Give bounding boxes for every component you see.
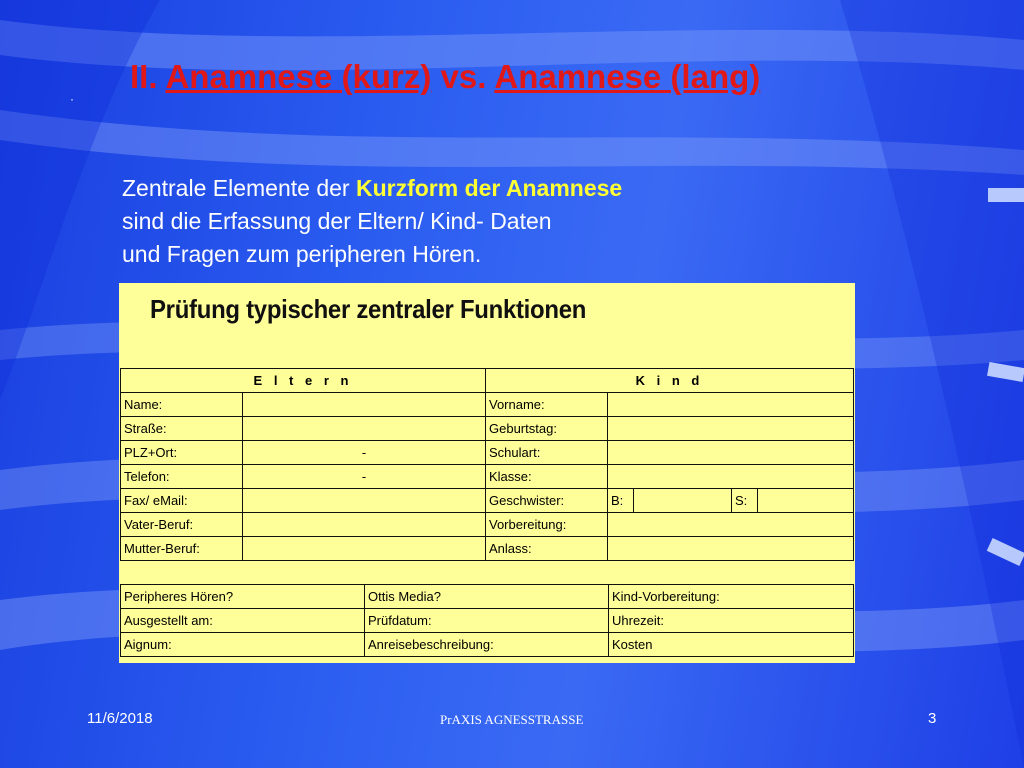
row-value[interactable] [243,417,486,441]
cell-directions[interactable]: Anreisebeschreibung: [365,633,609,657]
row-label: Straße: [121,417,243,441]
row-label: Fax/ eMail: [121,489,243,513]
slide-number: 3 [928,710,937,727]
intro-text [122,172,622,271]
cell-test-date[interactable]: Prüfdatum: [365,609,609,633]
cell-time[interactable]: Uhrezeit: [609,609,854,633]
row-value[interactable]: - [243,465,486,489]
table-row [121,393,854,417]
row-value[interactable] [608,393,854,417]
title-part-long: Anamnese (lang) [494,58,761,95]
row-value[interactable] [608,441,854,465]
intro-line-2: sind die Erfassung der Eltern/ Kind- Daten [122,208,552,234]
row-value[interactable] [243,513,486,537]
row-value[interactable] [608,465,854,489]
intro-highlight: Kurzform der Anamnese [355,175,623,201]
intro-line-1-text: Zentrale Elemente der [122,175,356,201]
row-label: Vorname: [486,393,608,417]
table-header-row [121,369,854,393]
row-label: PLZ+Ort: [121,441,243,465]
panel-title: Prüfung typischer zentraler Funktionen [150,294,587,324]
row-value[interactable] [243,489,486,513]
footer-practice-name: PrAXIS AGNESSTRASSE [440,712,584,727]
row-value[interactable] [243,393,486,417]
row-label: Name: [121,393,243,417]
bullet-dot: · [70,92,74,106]
siblings-s-field[interactable] [758,489,853,512]
table-row [121,513,854,537]
table-row [121,537,854,561]
cell-child-preparation[interactable]: Kind-Vorbereitung: [609,585,854,609]
cell-otitis-media[interactable]: Ottis Media? [365,585,609,609]
row-value[interactable] [608,417,854,441]
table-row [121,609,854,633]
intro-line-3: und Fragen zum peripheren Hören. [122,241,482,267]
cell-aignum[interactable]: Aignum: [121,633,365,657]
table-row [121,465,854,489]
siblings-cell [608,489,854,513]
row-label: Geburtstag: [486,417,608,441]
title-prefix: II. [130,58,166,95]
row-value[interactable] [608,513,854,537]
header-child: K i n d [486,369,854,393]
footer-date: 11/6/2018 [87,710,153,727]
table-row [121,441,854,465]
intro-line-1 [122,172,622,205]
row-label: Mutter-Beruf: [121,537,243,561]
table-row [121,489,854,513]
header-parents: E l t e r n [121,369,486,393]
title-versus: vs. [431,58,495,95]
row-label: Vorbereitung: [486,513,608,537]
row-value[interactable]: - [243,441,486,465]
row-label: Klasse: [486,465,608,489]
row-label: Vater-Beruf: [121,513,243,537]
table-row [121,585,854,609]
cell-peripheral-hearing[interactable]: Peripheres Hören? [121,585,365,609]
slide-title [130,58,760,96]
row-label: Schulart: [486,441,608,465]
siblings-b-label: B: [608,489,634,512]
title-part-short: Anamnese (kurz) [165,58,432,95]
table-row [121,633,854,657]
parent-child-table [120,368,854,561]
row-label: Geschwister: [486,489,608,513]
siblings-s-label: S: [732,489,758,512]
hearing-table [120,584,854,657]
row-label: Anlass: [486,537,608,561]
siblings-b-field[interactable] [634,489,732,512]
cell-issued-on[interactable]: Ausgestellt am: [121,609,365,633]
cell-costs[interactable]: Kosten [609,633,854,657]
row-value[interactable] [243,537,486,561]
table-row [121,417,854,441]
row-label: Telefon: [121,465,243,489]
row-value[interactable] [608,537,854,561]
